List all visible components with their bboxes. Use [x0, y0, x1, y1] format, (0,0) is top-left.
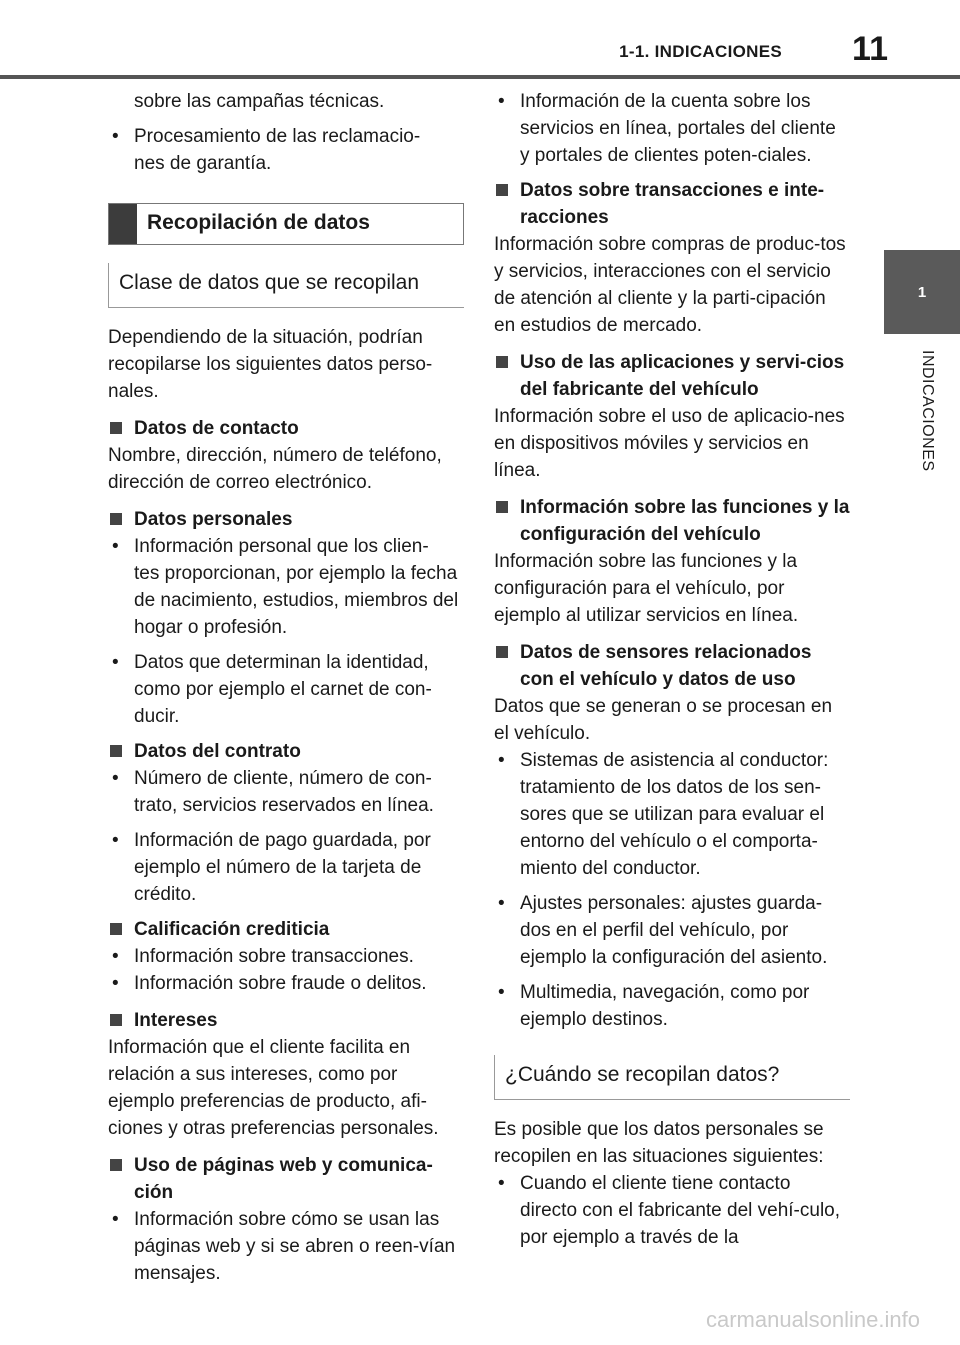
- heading-transactions: Datos sobre transacciones e inte-racciones: [494, 177, 850, 231]
- header-section-label: 1-1. INDICACIONES: [619, 42, 782, 61]
- paragraph-when: Es posible que los datos personales se recopilen en las situaciones siguientes:: [494, 1119, 824, 1167]
- heading-sensors: Datos de sensores relacionados con el vehículo y datos de uso: [494, 639, 850, 693]
- bullet-contract-1: • Número de cliente, número de con-: [108, 765, 464, 792]
- bullet-contract-1-cont: trato, servicios reservados en línea.: [134, 795, 434, 816]
- bullet-when-1-cont: directo con el fabricante del vehí-culo, por ejemplo a través de la: [520, 1200, 841, 1248]
- heading-web: Uso de páginas web y comunica-ción: [108, 1152, 464, 1206]
- left-column: [108, 88, 464, 1295]
- bullet-personal-2: • Datos que determinan la identidad,: [108, 649, 464, 676]
- heading-contact: Datos de contacto: [108, 415, 464, 442]
- paragraph-functions: Información sobre las funciones y la configuración para el vehículo, por ejemplo al utilizar servicios en línea.: [494, 551, 799, 626]
- bullet-web-1-cont: páginas web y si se abren o reen-vían mensajes.: [134, 1236, 456, 1284]
- heading-interests: Intereses: [108, 1007, 464, 1034]
- page-number: 11: [852, 30, 888, 68]
- bullet-sensors-2-cont: dos en el perfil del vehículo, por ejemplo la configuración del asiento.: [520, 920, 828, 968]
- subhead-text: Clase de datos que se recopilan: [119, 271, 420, 294]
- bullet-credit-1: • Información sobre transacciones.: [108, 943, 464, 970]
- bullet-sensors-2: • Ajustes personales: ajustes guarda-: [494, 890, 850, 917]
- bullet-sensors-1: • Sistemas de asistencia al conductor:: [494, 747, 850, 774]
- paragraph-apps: Información sobre el uso de aplicacio-nes en dispositivos móviles y servicios en línea.: [494, 406, 845, 481]
- chapter-tab: 1: [884, 250, 960, 334]
- subhead-when: [494, 1055, 850, 1100]
- bullet-personal-1-cont: tes proporcionan, por ejemplo la fecha de nacimiento, estudios, miembros del hogar o profesión.: [134, 563, 459, 638]
- right-column: [494, 88, 850, 1259]
- intro-continuation: sobre las campañas técnicas.: [134, 91, 385, 112]
- bullet-web-1: • Información sobre cómo se usan las: [108, 1206, 464, 1233]
- chapter-side-label: INDICACIONES: [919, 350, 936, 472]
- heading-personal: Datos personales: [108, 506, 464, 533]
- bullet-personal-2-cont: como por ejemplo el carnet de con-ducir.: [134, 679, 432, 727]
- bullet-personal-1: • Información personal que los clien-: [108, 533, 464, 560]
- paragraph-contact: Nombre, dirección, número de teléfono, dirección de correo electrónico.: [108, 445, 442, 493]
- bullet-contract-2: • Información de pago guardada, por: [108, 827, 464, 854]
- subhead-data-types: [108, 263, 464, 308]
- section-title: Recopilación de datos: [147, 211, 370, 234]
- paragraph-sensors: Datos que se generan o se procesan en el vehículo.: [494, 696, 833, 744]
- section-title-box: [108, 203, 464, 245]
- paragraph-transactions: Información sobre compras de produc-tos y servicios, interacciones con el servicio de atención al cliente y la parti-cipación en estudios de mercado.: [494, 234, 846, 336]
- subhead-when-text: ¿Cuándo se recopilan datos?: [505, 1063, 780, 1086]
- section-title-bar: [109, 204, 137, 244]
- bullet-credit-2: • Información sobre fraude o delitos.: [108, 970, 464, 997]
- heading-apps: Uso de las aplicaciones y servi-cios del fabricante del vehículo: [494, 349, 850, 403]
- heading-credit: Calificación crediticia: [108, 916, 464, 943]
- paragraph-intro: Dependiendo de la situación, podrían recopilarse los siguientes datos perso-nales.: [108, 327, 433, 402]
- watermark: carmanualsonline.info: [705, 1307, 920, 1332]
- bullet-when-1: • Cuando el cliente tiene contacto: [494, 1170, 850, 1197]
- bullet-account-cont: servicios en línea, portales del cliente y portales de clientes poten-ciales.: [520, 118, 836, 166]
- bullet-sensors-3: • Multimedia, navegación, como por: [494, 979, 850, 1006]
- bullet-account: • Información de la cuenta sobre los: [494, 88, 850, 115]
- paragraph-interests: Información que el cliente facilita en relación a sus intereses, como por ejemplo preferencias de producto, afi-ciones y otras preferencias personales.: [108, 1037, 439, 1139]
- intro-bullet: • Procesamiento de las reclamacio-: [108, 123, 464, 150]
- header-rule: [0, 75, 960, 79]
- bullet-contract-2-cont: ejemplo el número de la tarjeta de crédito.: [134, 857, 422, 905]
- heading-functions: Información sobre las funciones y la configuración del vehículo: [494, 494, 850, 548]
- bullet-sensors-1-cont: tratamiento de los datos de los sen-sores que se utilizan para evaluar el entorno del vehículo o el comporta-miento del conductor.: [520, 777, 825, 879]
- bullet-sensors-3-cont: ejemplo destinos.: [520, 1009, 668, 1030]
- intro-bullet-continuation: nes de garantía.: [134, 153, 272, 174]
- heading-contract: Datos del contrato: [108, 738, 464, 765]
